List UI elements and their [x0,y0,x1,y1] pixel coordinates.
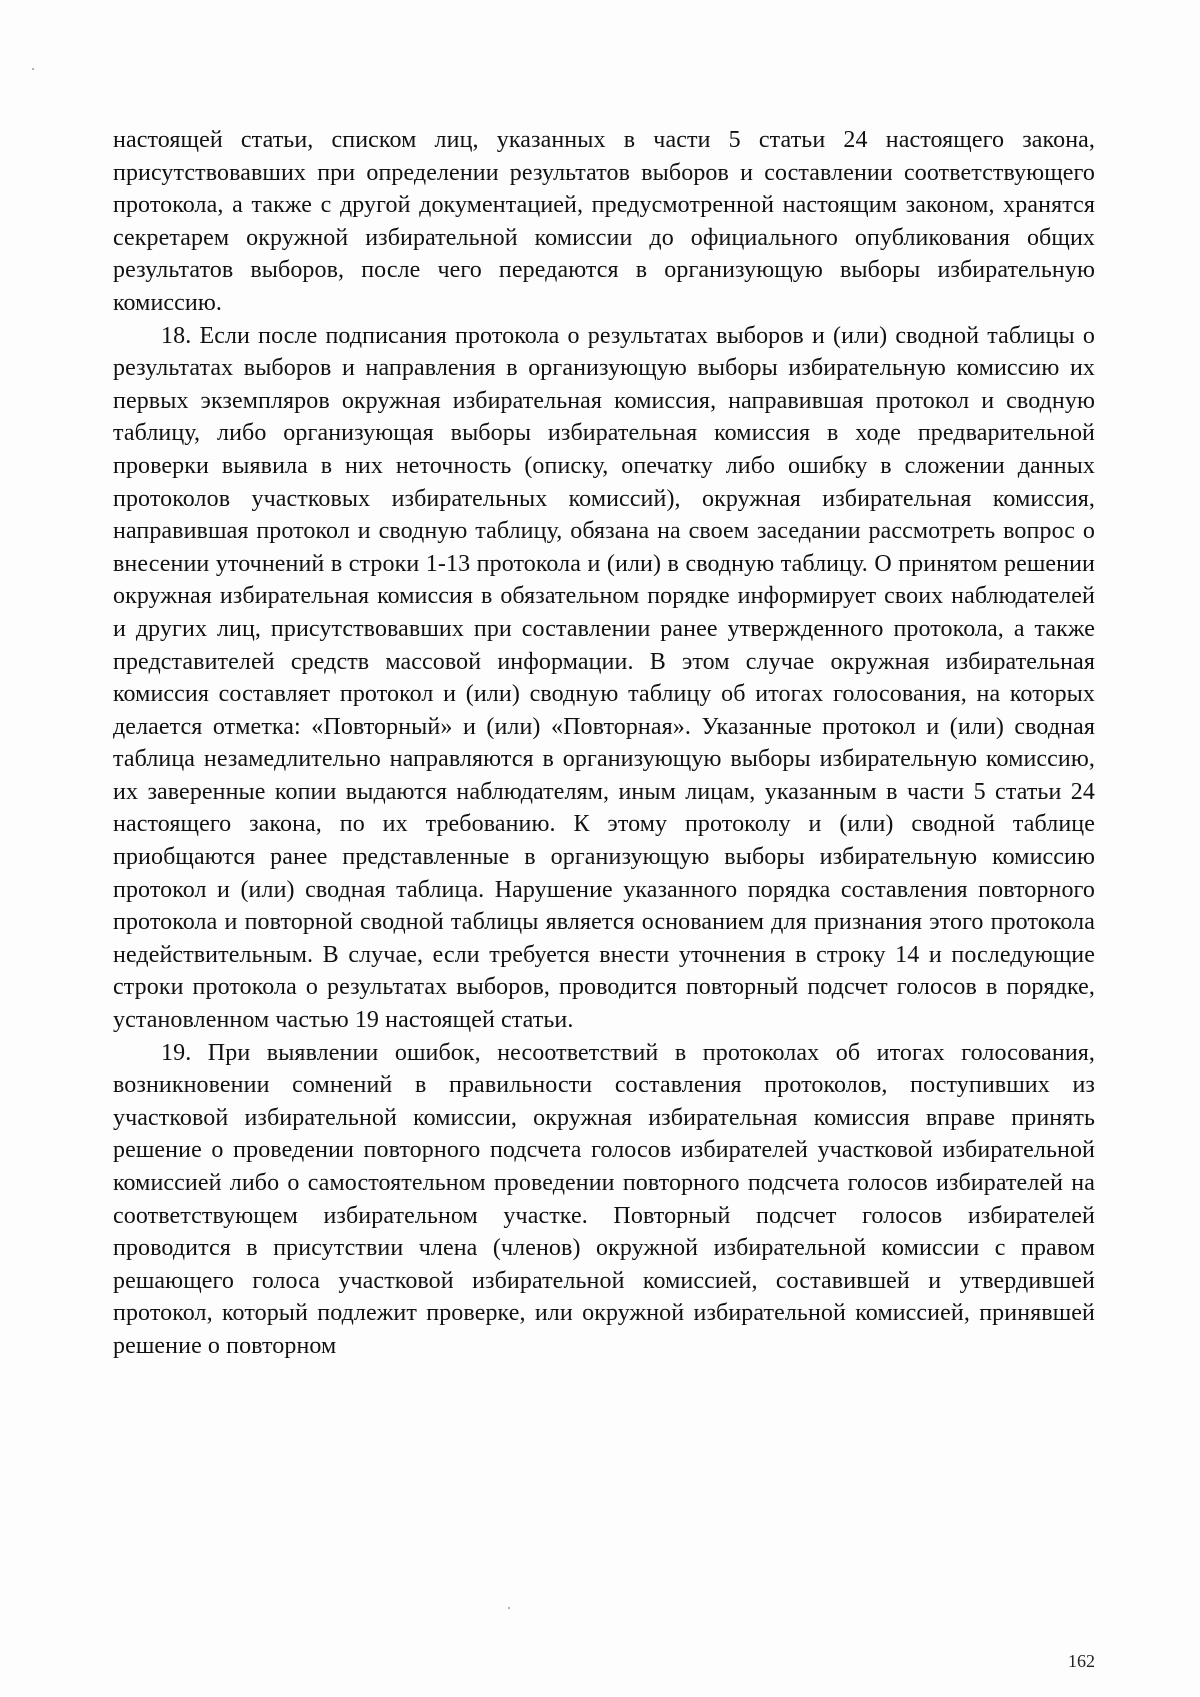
page-number: 162 [1068,1651,1095,1671]
scan-speck [32,68,34,70]
paragraph-19: 19. При выявлении ошибок, несоответствий в протоколах об итогах голосования, возникновении сомнений в правильности составления протоколов, поступивших из участковой избирательной комиссии, окружная избирательная комиссия вправе принять решение о проведении повторного подсчета голосов избирателей участковой избирательной комиссией либо о самостоятельном проведении повторного подсчета голосов избирателей на соответствующем избирательном участке. Повторный подсчет голосов избирателей проводится в присутствии члена (членов) окружной избирательной комиссии с правом решающего голоса участковой избирательной комиссией, составившей и утвердившей протокол, который подлежит проверке, или окружной избирательной комиссией, принявшей решение о повторном [113,1039,1095,1359]
scan-speck [508,1607,510,1609]
paragraph-continuation: настоящей статьи, списком лиц, указанных в части 5 статьи 24 настоящего закона, присутствовавших при определении результатов выборов и составлении соответствующего протокола, а также с другой документацией, предусмотренной настоящим законом, хранятся секретарем окружной избирательной комиссии до официального опубликования общих результатов выборов, после чего передаются в организующую выборы избирательную комиссию. [113,127,1095,316]
paragraph-18: 18. Если после подписания протокола о результатах выборов и (или) сводной таблицы о результатах выборов и направления в организующую выборы избирательную комиссию их первых экземпляров окружная избирательная комиссия, направившая протокол и сводную таблицу, либо организующая выборы избирательная комиссия в ходе предварительной проверки выявила в них неточность (описку, опечатку либо ошибку в сложении данных протоколов участковых избирательных комиссий), окружная избирательная комиссия, направившая протокол и сводную таблицу, обязана на своем заседании рассмотреть вопрос о внесении уточнений в строки 1-13 протокола и (или) в сводную таблицу. О принятом решении окружная избирательная комиссия в обязательном порядке информирует своих наблюдателей и других лиц, присутствовавших при составлении ранее утвержденного протокола, а также представителей средств массовой информации. В этом случае окружная избирательная комиссия составляет протокол и (или) сводную таблицу об итогах голосования, на которых делается отметка: «Повторный» и (или) «Повторная». Указанные протокол и (или) сводная таблица незамедлительно направляются в организующую выборы избирательную комиссию, их заверенные копии выдаются наблюдателям, иным лицам, указанным в части 5 статьи 24 настоящего закона, по их требованию. К этому протоколу и (или) сводной таблице приобщаются ранее представленные в организующую выборы избирательную комиссию протокол и (или) сводная таблица. Нарушение указанного порядка составления повторного протокола и повторной сводной таблицы является основанием для признания этого протокола недействительным. В случае, если требуется внести уточнения в строку 14 и последующие строки протокола о результатах выборов, проводится повторный подсчет голосов в порядке, установленном частью 19 настоящей статьи. [113,322,1095,1034]
document-body [113,124,1095,1363]
